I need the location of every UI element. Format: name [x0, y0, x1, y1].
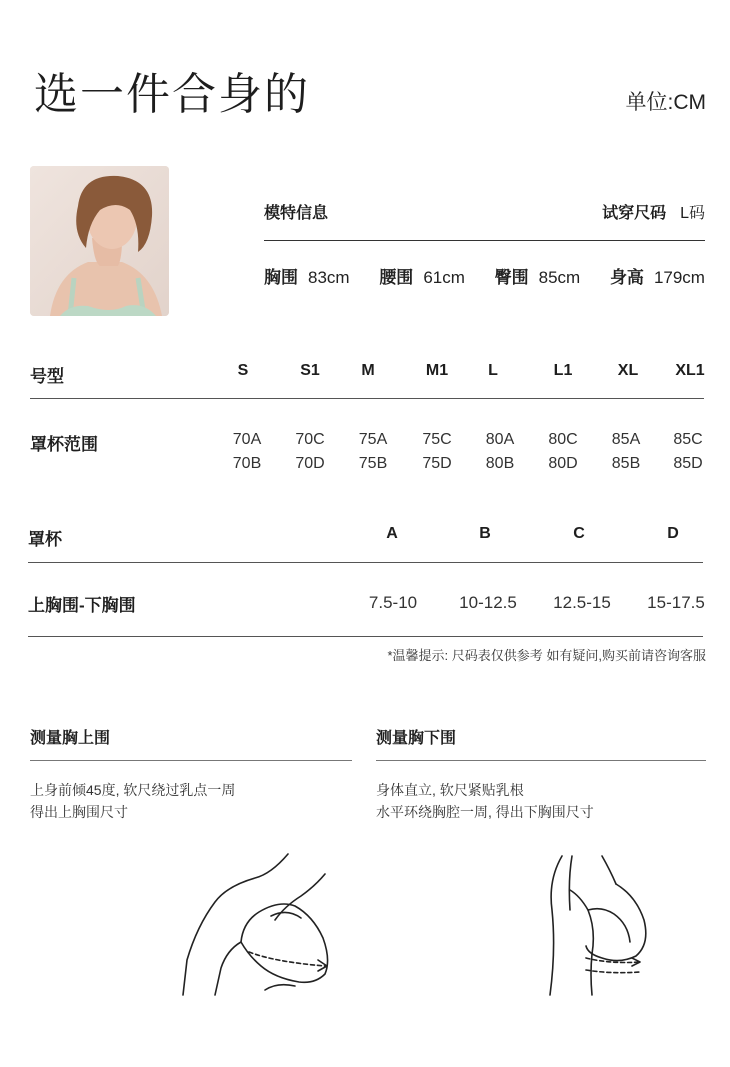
range-cell: 85C 85D: [673, 431, 703, 472]
unit-label: 单位:CM: [625, 91, 706, 114]
range-cell: 70A 70B: [232, 431, 262, 472]
cup-table-divider: [28, 562, 703, 563]
size-m1: M1: [425, 362, 449, 379]
model-photo: [30, 166, 169, 316]
model-info-label: 模特信息: [264, 205, 329, 222]
range-cell: 80C 80D: [548, 431, 578, 472]
size-header-row: [0, 362, 730, 386]
disclaimer-note: *温馨提示: 尺码表仅供参考 如有疑问,购买前请咨询客服: [387, 648, 706, 663]
model-measurements: [264, 263, 705, 288]
cup-range-row: [0, 428, 730, 478]
cup-range-label: 罩杯范围: [30, 435, 98, 454]
measurement-bust: 胸围 83cm: [264, 268, 350, 287]
try-size: [602, 200, 705, 223]
guide-upper-desc: 上身前倾45度, 软尺绕过乳点一周 得出上胸围尺寸: [30, 782, 236, 820]
model-info-header: [264, 200, 705, 241]
measurement-height: 身高 179cm: [609, 268, 705, 287]
cup-b: B: [479, 525, 491, 542]
guide-upper-title: 测量胸上围: [30, 730, 111, 747]
size-s1: S1: [300, 362, 320, 379]
diff-cell: 10-12.5: [459, 593, 517, 612]
diff-cell: 15-17.5: [647, 593, 705, 612]
diff-cell: 12.5-15: [553, 593, 611, 612]
range-cell: 70C 70D: [295, 431, 325, 472]
size-m: M: [361, 362, 375, 379]
measurement-waist: 腰围 61cm: [379, 268, 465, 287]
upper-bust-illustration: [175, 850, 345, 1000]
size-xl1: XL1: [675, 362, 705, 379]
size-l: L: [488, 362, 498, 379]
page-title: 选一件合身的: [34, 70, 310, 119]
bust-diff-row: [0, 591, 730, 615]
range-cell: 75C 75D: [422, 431, 452, 472]
diff-cell: 7.5-10: [368, 593, 418, 612]
size-xl: XL: [617, 362, 639, 379]
measurement-hip: 臀围 85cm: [494, 268, 581, 287]
size-l1: L1: [553, 362, 573, 379]
cup-c: C: [573, 525, 585, 542]
cup-a: A: [386, 525, 398, 542]
range-cell: 75A 75B: [358, 431, 388, 472]
bust-diff-label: 上胸围-下胸围: [28, 596, 136, 615]
size-s: S: [237, 362, 249, 379]
guide-lower-divider: [376, 760, 706, 761]
model-portrait-image: [30, 166, 169, 316]
try-size-label: 试穿尺码: [602, 205, 667, 222]
size-table-divider: [30, 398, 704, 399]
under-bust-illustration: [540, 850, 660, 1000]
cup-d: D: [667, 525, 679, 542]
guide-lower-title: 测量胸下围: [376, 730, 457, 747]
cup-header-label: 罩杯: [28, 530, 62, 549]
range-cell: 80A 80B: [485, 431, 515, 472]
cup-header-row: [0, 525, 730, 549]
guide-upper-divider: [30, 760, 352, 761]
try-size-value: L码: [680, 205, 705, 222]
guide-lower-desc: 身体直立, 软尺紧贴乳根 水平环绕胸腔一周, 得出下胸围尺寸: [376, 782, 594, 820]
cup-table-bottom-line: [28, 636, 703, 637]
size-header-label: 号型: [30, 367, 64, 386]
range-cell: 85A 85B: [611, 431, 641, 472]
